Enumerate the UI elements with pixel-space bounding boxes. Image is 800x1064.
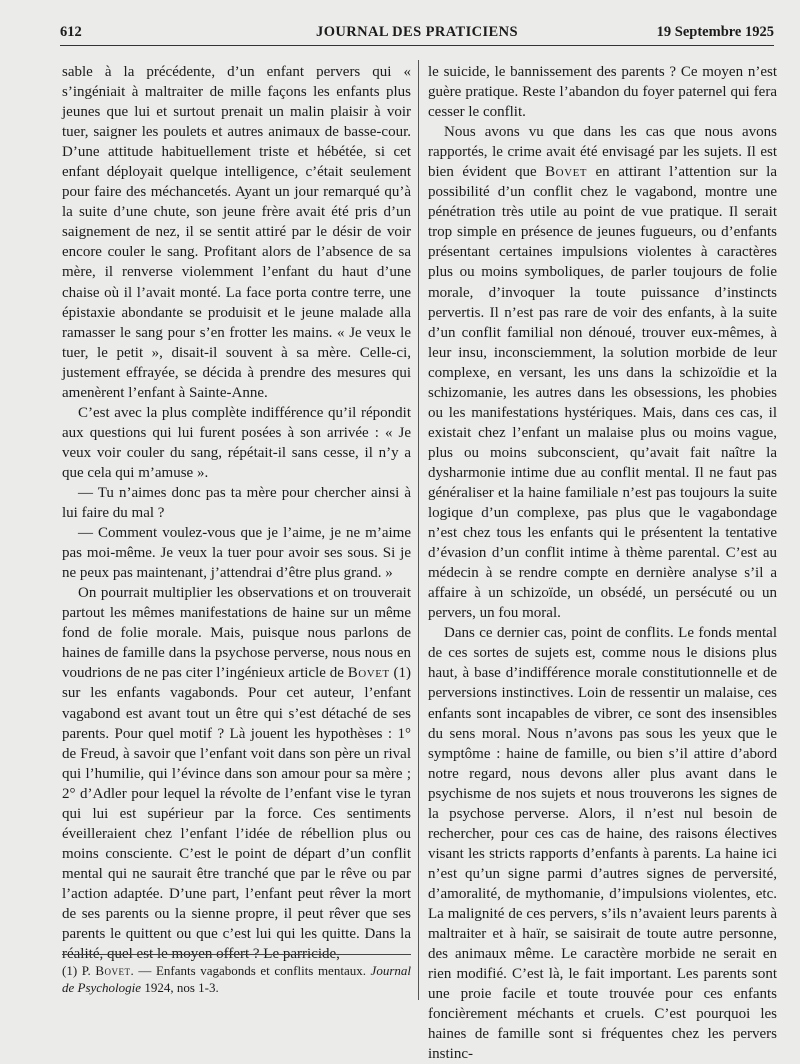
text-run: en attirant l’attention sur la possibilité d’un conflit chez le vagabond, montre une pénétration très utile au point de vue pratique. Il serait trop simple en présence de jeunes fugueurs, ou d’enfants présentant certaines impulsions violentes à caractères plus ou moins symboliques, de parler toujours de folie morale, d’invoquer la toute puissance d’instincts pervertis. Il n’est pas rare de voir des enfants, à la suite d’un conflit familial non dénoué, trouver eux-mêmes, à leur insu, inconsciemment, la solution morbide de leur complexe, en versant, les uns dans la schizoïdie et la schizomanie, les autres dans les obsessions, les phobies ou les manifestations hystériques. Mais, dans ces cas, il existait chez l’enfant un malaise plus ou moins vague, plus ou moins subconscient, qu’avait fait naître la dysharmonie intime due au conflit mental. Il ne faut pas généraliser et la haine familiale n’est pas toujours la suite logique d’un complexe, pas plus que le vagabondage n’est chez tous les enfants qui le présentent la tentative d’évasion d’un conflit intime à thème parental. C’est au médecin à se rendre compte en dernière analyse s’il a affaire à un schizoïde, un obsédé, un persécuté ou un pervers, un fou moral. [428,164,777,622]
header-rule [60,45,774,46]
author-name: Bovet [347,665,390,682]
paragraph: le suicide, le bannissement des parents ? Ce moyen n’est guère pratique. Reste l’abandon du foyer paternel qui fera cesser le conflit. [428,64,777,121]
text-run: (1) sur les enfants vagabonds. Pour cet auteur, l’enfant vagabond est avant tout un être qui s’est détaché de ses parents. Pour quel motif ? Là jouent les hypothèses : 1° de Freud, à savoir que l’enfant voit dans son père un rival qui l’humilie, qui l’évince dans son amour pour sa mère ; 2° d’Adler pour lequel la révolte de l’enfant vise le tyran qui lui est supérieur par la force. Ces sentiments éveilleraient chez l’enfant l’idée de rébellion plus ou moins consciente. C’est le point de départ d’un conflit mental qui ne saurait être tranché que par le rêve ou par l’action adaptée. D’une part, l’enfant peut rêver la mort de ses parents ou la sienne propre, il peut rêver que ses parents le quittent ou que c’est lui qui les quitte. Dans la réalité, quel est le moyen offert ? Le parricide, [62,665,411,963]
footnote-rule [62,954,411,955]
journal-title: JOURNAL DES PRATICIENS [316,24,518,40]
page-number: 612 [60,24,82,40]
paragraph [428,122,777,623]
page-header [60,24,774,46]
dialogue-line: — Comment voulez-vous que je l’aime, je ne m’aime pas moi-même. Je veux la tuer pour avoir ses sous. Si je ne peux pas maintenant, j’attendrai d’être plus grand. » [62,525,411,582]
author-name: Bovet [95,963,131,978]
column-divider [418,60,419,1000]
left-column [62,62,411,964]
footnote-marker: (1) P. [62,963,96,978]
paragraph: C’est avec la plus complète indifférence qu’il répondit aux questions qui lui furent posées à son arrivée : « Je veux voir couler du sang, répétait-il sans cesse, il n’y a que cela qui m’amuse ». [62,404,411,481]
paragraph: Dans ce dernier cas, point de conflits. Le fonds mental de ces sortes de sujets est, comme nous le disions plus haut, à base d’indifférence morale constitutionnelle et de perversions instinctives. Loin de ressentir un malaise, ces enfants sont incapables de vibrer, ce sont des insensibles du sens moral. Nous n’avons pas sous les yeux que le symptôme : haine de famille, ou bien s’il attire d’abord notre regard, nous devons aller plus avant dans le psychisme de nos sujets et nous trouverons les signes de la psychose perverse. Alors, il n’est nul besoin de rechercher, pour ces cas de haine, des raisons électives visant les stricts rapports d’enfants à parents. La haine ici n’est qu’un signe parmi d’autres signes de perversité, d’amoralité, de mythomanie, d’impulsions violentes, etc. La malignité de ces pervers, s’ils n’avaient leurs parents à maltraiter et à haïr, se saisirait de toute autre personne, des animaux même. Le caractère morbide ne serait en rien modifié. C’est là, le fait important. Les parents sont une proie facile et toute trouvée pour ces enfants foncièrement méchants et cruels. C’est pourquoi les haines de famille sont si fréquentes chez les pervers instinc- [428,625,777,1063]
paragraph [62,583,411,964]
text-run: On pourrait multiplier les observations et on trouverait partout les mêmes manifestations de haine sur un même fond de folie morale. Mais, puisque nous parlons de haines de famille dans la psychose perverse, nous nous en voudrions de ne pas citer l’ingénieux article de [62,585,411,682]
author-name: Bovet [545,164,588,181]
dialogue-line: — Tu n’aimes donc pas ta mère pour chercher ainsi à lui faire du mal ? [62,484,411,522]
paragraph: sable à la précédente, d’un enfant pervers qui « s’ingéniait à maltraiter de mille façons les enfants plus jeunes que lui et surtout prenait un malin plaisir à voir tuer, saigner les poulets et autres animaux de basse-cour. D’une attitude habituellement triste et hébétée, si cet enfant déployait quelque intelligence, c’était seulement pour faire des méchancetés. Ayant un jour remarqué qu’à la suite d’une chute, son jeune frère avait été pris d’un saignement de nez, il se sentit attiré par le désir de voir encore couler le sang. Profitant alors de l’absence de sa mère, il renverse violemment l’enfant du haut d’une chaise où il l’avait monté. La face porta contre terre, une épistaxie abondante se produisit et le jeune malade alla ramasser le sang pour s’en frotter les mains. « Je veux le tuer, le petit », disait-il souvent à sa mère. Celle-ci, justement effrayée, se décida à prendre des mesures qui amenèrent l’enfant à Sainte-Anne. [62,64,411,401]
text-run: Nous avons vu que dans les cas que nous avons rapportés, le crime avait été envisagé par les sujets. Il est bien évident que [428,124,777,181]
footnote [62,962,411,996]
text-run: 1924, nos 1-3. [141,980,219,995]
right-column [428,62,777,1064]
issue-date: 19 Septembre 1925 [656,24,774,40]
text-run: . — Enfants vagabonds et conflits mentaux. [130,963,371,978]
journal-name: Journal de Psychologie [62,963,411,995]
